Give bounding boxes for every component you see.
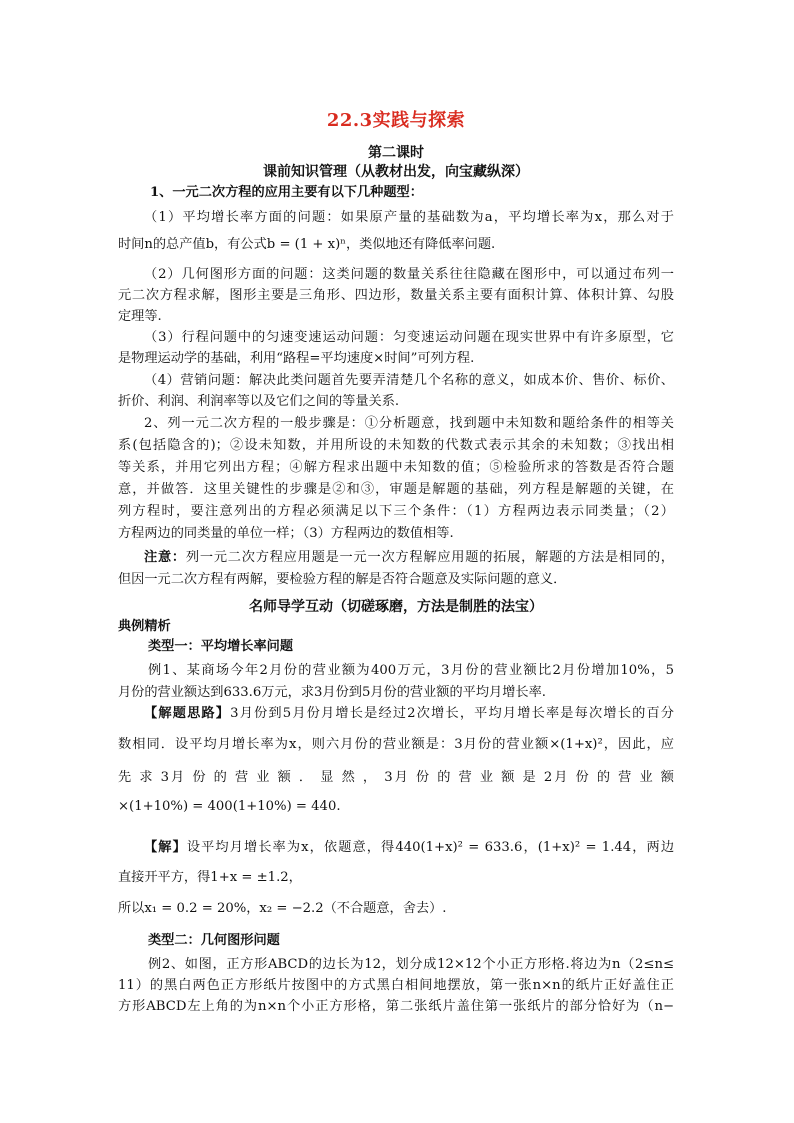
solution-line xyxy=(118,838,674,858)
idea-line: 先 求 3月 份 的 营 业 额 ． 显 然 ， 3月 份 的 营 业 额 是 2月 份 的 营 业 额 xyxy=(118,770,674,785)
example2-line: 例2、如图，正方形ABCD的边长为12，划分成12×12个小正方形格.将边为n（2≤n≤ xyxy=(148,957,674,972)
solution-text: 设平均月增长率为x，依题意，得440(1+x)² = 633.6，(1+x)² = 1.44，两边 xyxy=(186,840,675,855)
intro-heading: 1、一元二次方程的应用主要有以下几种题型： xyxy=(150,185,423,200)
paragraph-line: （1）平均增长率方面的问题：如果原产量的基础数为a，平均增长率为x，那么对于 xyxy=(144,210,674,225)
paragraph-line: 元二次方程求解，图形主要是三角形、四边形，数量关系主要有面积计算、体积计算、勾股 xyxy=(118,288,674,303)
paragraph-line: 列方程时，要注意列出的方程必须满足以下三个条件：（1）方程两边表示同类量；（2） xyxy=(118,504,674,519)
paragraph-line: 折价、利润、利润率等以及它们之间的等量关系. xyxy=(118,394,400,409)
section-heading-preview: 课前知识管理（从教材出发，向宝藏纵深） xyxy=(263,164,529,180)
paragraph-line: 意，并做答．这里关键性的步骤是②和③，审题是解题的基础，列方程是解题的关键，在 xyxy=(118,482,674,497)
paragraph-line: （3）行程问题中的匀速变速运动问题：匀变速运动问题在现实世界中有许多原型，它 xyxy=(144,330,674,345)
idea-label: 【解题思路】 xyxy=(144,706,231,721)
note-line: 但因一元二次方程有两解，要检验方程的解是否符合题意及实际问题的意义． xyxy=(118,572,567,587)
paragraph-line: 时间n的总产值b，有公式b = (1 + x)ⁿ，类似地还有降低率问题. xyxy=(118,237,496,252)
paragraph-line: （2）几何图形方面的问题：这类问题的数量关系往往隐藏在图形中，可以通过布列一 xyxy=(144,267,674,282)
example1-line: 月份的营业额达到633.6万元，求3月份到5月份的营业额的平均月增长率. xyxy=(118,685,546,700)
example1-line: 例1、某商场今年2月份的营业额为400万元，3月份的营业额比2月份增加10%，5 xyxy=(148,663,674,678)
example2-line: 11）的黑白两色正方形纸片按图中的方式黑白相间地摆放，第一张n×n的纸片正好盖住正 xyxy=(118,978,674,993)
example-heading: 典例精析 xyxy=(118,619,171,634)
paragraph-line: 等关系，并用它列出方程；④解方程求出题中未知数的值；⑤检验所求的答数是否符合题 xyxy=(118,460,674,475)
solution-label: 【解】 xyxy=(144,840,187,855)
paragraph-line: 系(包括隐含的)；②设未知数，并用所设的未知数的代数式表示其余的未知数；③找出相 xyxy=(118,438,674,453)
paragraph-line: 是物理运动学的基础，利用“路程=平均速度×时间”可列方程. xyxy=(118,351,475,366)
section-heading-guide: 名师导学互动（切磋琢磨，方法是制胜的法宝） xyxy=(249,599,543,615)
type2-heading: 类型二：几何图形问题 xyxy=(148,933,280,948)
example2-line: 方形ABCD左上角的为n×n个小正方形格，第二张纸片盖住第一张纸片的部分恰好为（n− xyxy=(118,999,674,1014)
idea-line: 数相同．设平均月增长率为x，则六月份的营业额是：3月份的营业额×(1+x)²，因此，应 xyxy=(118,737,674,752)
note-line xyxy=(118,548,674,568)
paragraph-line: 2、列一元二次方程的一般步骤是：①分析题意，找到题中未知数和题给条件的相等关 xyxy=(144,416,674,431)
idea-line xyxy=(118,704,674,724)
page-title: 22.3实践与探索 xyxy=(326,110,466,131)
type1-heading: 类型一：平均增长率问题 xyxy=(148,639,294,654)
paragraph-line: 方程两边的同类量的单位一样；（3）方程两边的数值相等. xyxy=(118,526,454,541)
note-label: 注意： xyxy=(144,550,186,565)
paragraph-line: 定理等. xyxy=(118,309,162,324)
note-text: 列一元二次方程应用题是一元一次方程解应用题的拓展，解题的方法是相同的， xyxy=(185,550,674,565)
solution-line: 所以x₁ = 0.2 = 20%，x₂ = −2.2（不合题意，舍去）. xyxy=(118,901,447,916)
idea-text: 3月份到5月份月增长是经过2次增长，平均月增长率是每次增长的百分 xyxy=(230,706,674,721)
lesson-label: 第二课时 xyxy=(368,145,424,161)
solution-line: 直接开平方，得1+x = ±1.2， xyxy=(118,870,302,885)
idea-line: ×(1+10%) = 400(1+10%) = 440. xyxy=(118,799,341,814)
paragraph-line: （4）营销问题：解决此类问题首先要弄清楚几个名称的意义，如成本价、售价、标价、 xyxy=(144,373,674,388)
